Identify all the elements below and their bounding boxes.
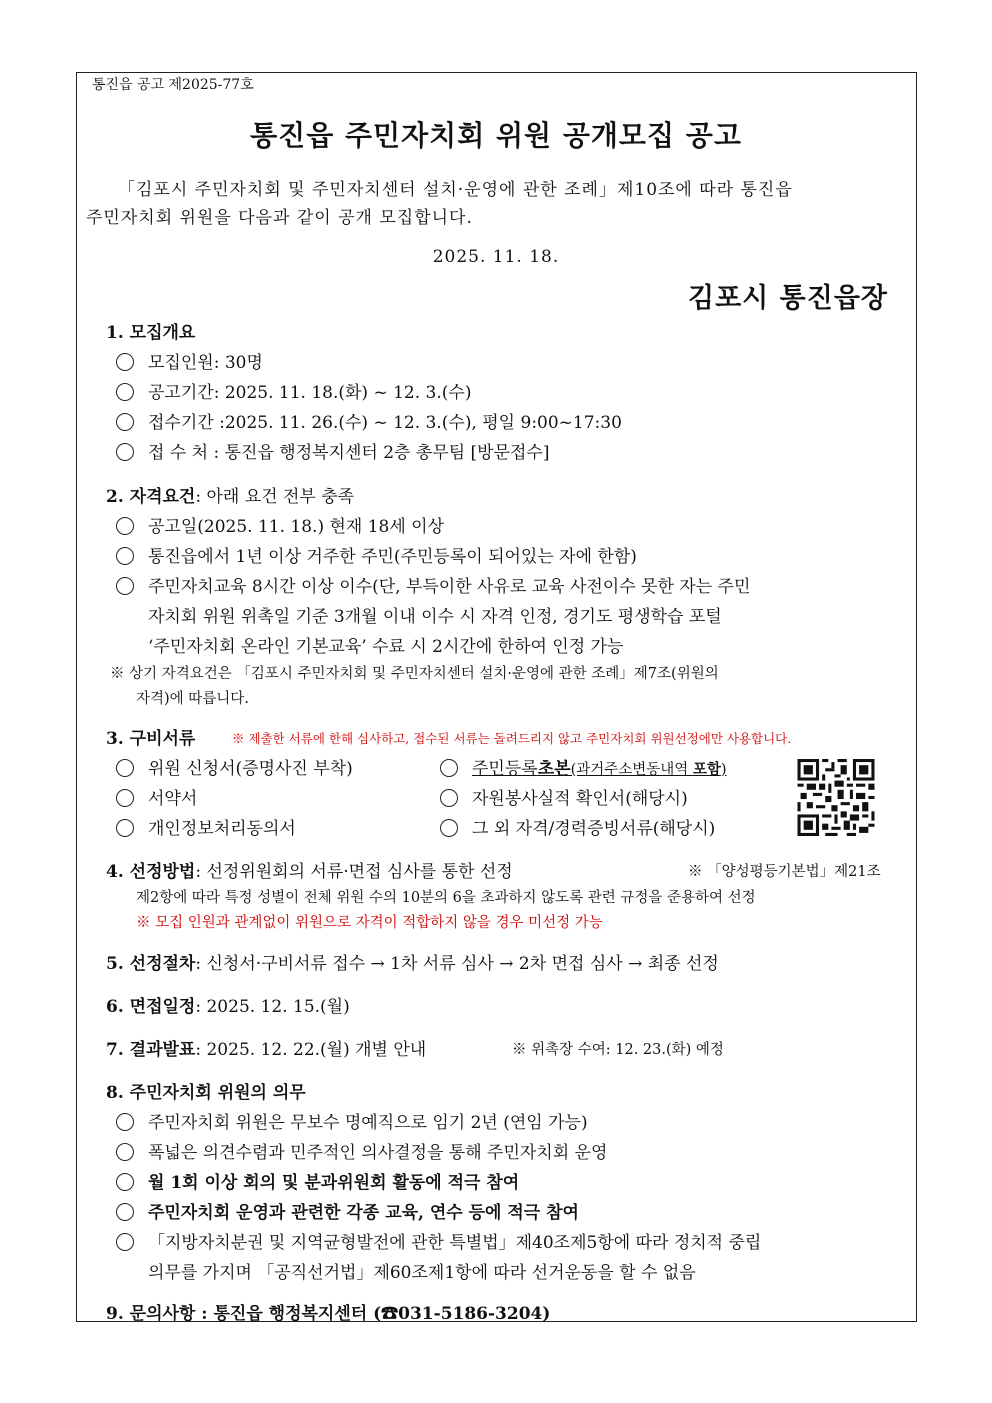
s1-item: 접 수 처 : 통진읍 행정복지센터 2층 총무팀 [방문접수] (116, 438, 549, 463)
doc-item: 주민등록초본(과거주소변동내역 포함) (440, 754, 727, 779)
s2-item: 공고일(2025. 11. 18.) 현재 18세 이상 (116, 512, 444, 537)
s3-note: ※ 제출한 서류에 한해 심사하고, 접수된 서류는 돌려드리지 않고 주민자치회 위원선정에만 사용합니다. (232, 731, 792, 746)
section-4-heading: 4. 선정방법: 선정위원회의 서류·면접 심사를 통한 선정 (106, 862, 513, 882)
s1-item: 모집인원: 30명 (116, 348, 263, 373)
s2-item: 통진읍에서 1년 이상 거주한 주민(주민등록이 되어있는 자에 한함) (116, 542, 637, 567)
s8-item: 월 1회 이상 회의 및 분과위원회 활동에 적극 참여 (116, 1168, 519, 1193)
circle-bullet-icon (116, 759, 134, 777)
circle-bullet-icon (116, 789, 134, 807)
notice-number: 통진읍 공고 제2025-77호 (92, 77, 254, 93)
notice-date: 2025. 11. 18. (432, 247, 560, 267)
circle-bullet-icon (116, 819, 134, 837)
issuer: 김포시 통진읍장 (688, 283, 888, 314)
s4-note: ※ 「양성평등기본법」제21조 (688, 864, 881, 880)
circle-bullet-icon (116, 383, 134, 401)
circle-bullet-icon (116, 577, 134, 595)
circle-bullet-icon (440, 819, 458, 837)
section-7: 7. 결과발표: 2025. 12. 22.(월) 개별 안내 (106, 1040, 427, 1060)
circle-bullet-icon (116, 413, 134, 431)
doc-item: 자원봉사실적 확인서(해당시) (440, 784, 688, 809)
doc-item: 서약서 (116, 784, 197, 809)
circle-bullet-icon (116, 1233, 134, 1251)
circle-bullet-icon (116, 547, 134, 565)
s4-note-continued: 제2항에 따라 특정 성별이 전체 위원 수의 10분의 6을 초과하지 않도록 관련 규정을 준용하여 선정 (136, 890, 756, 906)
circle-bullet-icon (440, 759, 458, 777)
circle-bullet-icon (116, 1173, 134, 1191)
page-title: 통진읍 주민자치회 위원 공개모집 공고 (250, 119, 742, 152)
section-8-heading: 8. 주민자치회 위원의 의무 (106, 1083, 306, 1103)
qr-code-icon[interactable] (797, 759, 875, 836)
s8-item-continued: 의무를 가지며 「공직선거법」제60조제1항에 따라 선거운동을 할 수 없음 (148, 1263, 696, 1283)
circle-bullet-icon (116, 1113, 134, 1131)
section-1-heading: 1. 모집개요 (106, 323, 196, 343)
s7-note: ※ 위촉장 수여: 12. 23.(화) 예정 (512, 1042, 724, 1058)
circle-bullet-icon (116, 1203, 134, 1221)
s8-item: 주민자치회 위원은 무보수 명예직으로 임기 2년 (연임 가능) (116, 1108, 588, 1133)
intro-line-1: 「김포시 주민자치회 및 주민자치센터 설치·운영에 관한 조례」제10조에 따라 통진읍 (118, 180, 793, 200)
s2-item-continued: 자치회 위원 위촉일 기준 3개월 이내 이수 시 자격 인정, 경기도 평생학습 포털 (148, 607, 722, 627)
circle-bullet-icon (116, 517, 134, 535)
circle-bullet-icon (440, 789, 458, 807)
s2-note-continued: 자격)에 따릅니다. (136, 691, 249, 707)
section-2-heading: 2. 자격요건: 아래 요건 전부 충족 (106, 487, 355, 507)
doc-item: 그 외 자격/경력증빙서류(해당시) (440, 814, 715, 839)
section-6: 6. 면접일정: 2025. 12. 15.(월) (106, 997, 350, 1017)
s1-item: 접수기간 :2025. 11. 26.(수) ~ 12. 3.(수), 평일 9:00~17:30 (116, 408, 622, 433)
s4-warning: ※ 모집 인원과 관계없이 위원으로 자격이 적합하지 않을 경우 미선정 가능 (136, 915, 603, 931)
section-9: 9. 문의사항 : 통진읍 행정복지센터 (☎031-5186-3204) (106, 1304, 551, 1324)
s1-item: 공고기간: 2025. 11. 18.(화) ~ 12. 3.(수) (116, 378, 471, 403)
circle-bullet-icon (116, 1143, 134, 1161)
s2-item-continued: ‘주민자치회 온라인 기본교육’ 수료 시 2시간에 한하여 인정 가능 (148, 637, 624, 657)
s2-note: ※ 상기 자격요건은 「김포시 주민자치회 및 주민자치센터 설치·운영에 관한 조례」제7조(위원의 (110, 666, 719, 682)
circle-bullet-icon (116, 443, 134, 461)
section-5: 5. 선정절차: 신청서·구비서류 접수 → 1차 서류 심사 → 2차 면접 심사 → 최종 선정 (106, 954, 719, 974)
s8-item: 주민자치회 운영과 관련한 각종 교육, 연수 등에 적극 참여 (116, 1198, 579, 1223)
doc-item: 위원 신청서(증명사진 부착) (116, 754, 353, 779)
s8-item: 폭넓은 의견수렴과 민주적인 의사결정을 통해 주민자치회 운영 (116, 1138, 607, 1163)
s8-item: 「지방자치분권 및 지역균형발전에 관한 특별법」제40조제5항에 따라 정치적 중립 (116, 1228, 761, 1253)
intro-line-2: 주민자치회 위원을 다음과 같이 공개 모집합니다. (86, 208, 473, 228)
s2-item: 주민자치교육 8시간 이상 이수(단, 부득이한 사유로 교육 사전이수 못한 자는 주민 (116, 572, 750, 597)
doc-item: 개인정보처리동의서 (116, 814, 296, 839)
section-3-heading: 3. 구비서류 (106, 729, 196, 749)
circle-bullet-icon (116, 353, 134, 371)
